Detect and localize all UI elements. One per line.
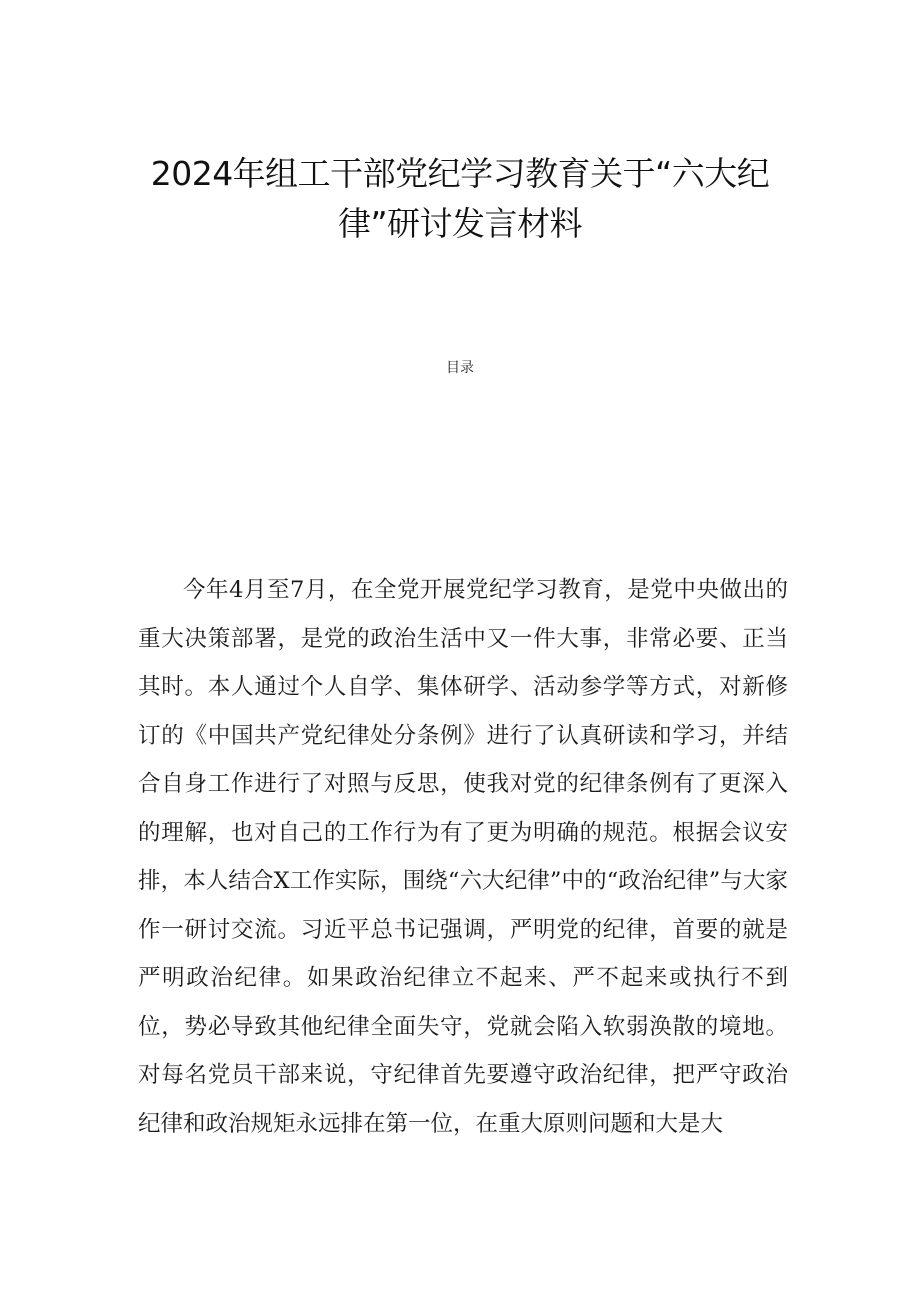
document-title-line-1: 2024年组工干部党纪学习教育关于“六大纪	[150, 154, 770, 193]
body-paragraph: 今年4月至7月，在全党开展党纪学习教育，是党中央做出的重大决策部署，是党的政治生活中又一件大事，非常必要、正当其时。本人通过个人自学、集体研学、活动参学等方式，对新修订的《中国共产党纪律处分条例》进行了认真研读和学习，并结合自身工作进行了对照与反思，使我对党的纪律条例有了更深入的理解，也对自己的工作行为有了更为明确的规范。根据会议安排，本人结合X工作实际，围绕“六大纪律”中的“政治纪律”与大家作一研讨交流。习近平总书记强调，严明党的纪律，首要的就是严明政治纪律。如果政治纪律立不起来、严不起来或执行不到位，势必导致其他纪律全面失守，党就会陷入软弱涣散的境地。对每名党员干部来说，守纪律首先要遵守政治纪律，把严守政治纪律和政治规矩永远排在第一位，在重大原则问题和大是大	[138, 577, 788, 1137]
document-title-line-2: 律”研讨发言材料	[337, 204, 583, 243]
table-of-contents-label: 目录	[446, 360, 474, 376]
